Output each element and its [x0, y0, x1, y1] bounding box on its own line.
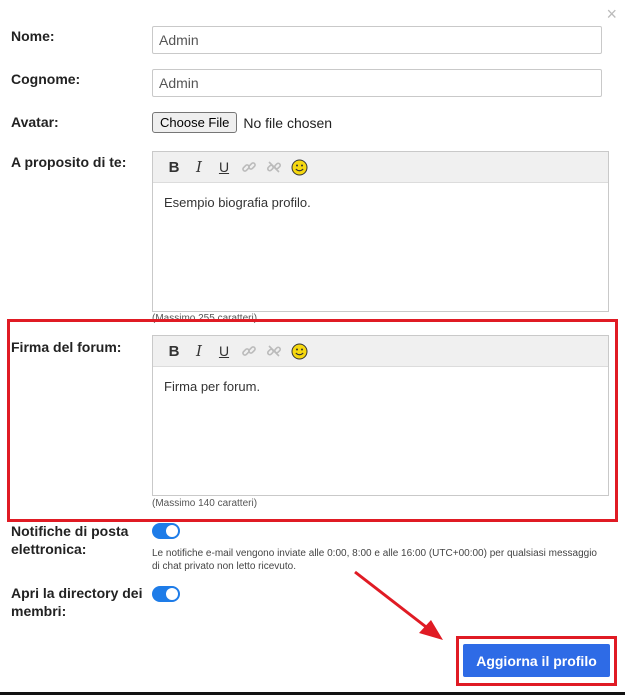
- cognome-label: Cognome:: [11, 71, 81, 87]
- signature-editor[interactable]: [152, 335, 609, 496]
- smiley-icon[interactable]: [288, 156, 310, 178]
- update-profile-button[interactable]: Aggiorna il profilo: [463, 644, 610, 677]
- bold-button[interactable]: B: [168, 342, 180, 360]
- italic-button[interactable]: I: [196, 342, 202, 360]
- toggle-knob: [166, 525, 178, 537]
- notifications-note: Le notifiche e-mail vengono inviate alle 0:00, 8:00 e alle 16:00 (UTC+00:00) per qualsiasi messaggio di chat privato non letto ricevuto.: [152, 548, 597, 572]
- about-label: A proposito di te:: [11, 154, 127, 170]
- underline-button[interactable]: U: [218, 159, 230, 175]
- unlink-icon[interactable]: [263, 156, 285, 178]
- close-icon[interactable]: ×: [606, 4, 617, 24]
- about-editor-content[interactable]: Esempio biografia profilo.: [164, 195, 311, 210]
- signature-editor-content[interactable]: Firma per forum.: [164, 379, 261, 394]
- choose-file-button[interactable]: Choose File: [152, 112, 237, 133]
- toggle-knob: [166, 588, 178, 600]
- smiley-icon[interactable]: [288, 340, 310, 362]
- signature-hint: (Massimo 140 caratteri): [152, 498, 258, 509]
- directory-toggle[interactable]: [152, 586, 180, 602]
- bold-button[interactable]: B: [168, 158, 180, 176]
- nome-input[interactable]: [152, 26, 602, 54]
- underline-button[interactable]: U: [218, 343, 230, 359]
- notifications-toggle[interactable]: [152, 523, 180, 539]
- about-editor[interactable]: [152, 151, 609, 312]
- italic-button[interactable]: I: [196, 158, 202, 176]
- cognome-input[interactable]: [152, 69, 602, 97]
- avatar-file-picker: [152, 112, 332, 133]
- avatar-label: Avatar:: [11, 114, 59, 130]
- nome-label: Nome:: [11, 28, 55, 44]
- link-icon[interactable]: [238, 156, 260, 178]
- signature-label: Firma del forum:: [11, 339, 122, 355]
- signature-editor-toolbar: [153, 336, 608, 367]
- unlink-icon[interactable]: [263, 340, 285, 362]
- about-hint: (Massimo 255 caratteri): [152, 313, 258, 324]
- directory-label: Apri la directory dei membri:: [11, 585, 143, 619]
- about-editor-toolbar: [153, 152, 608, 183]
- notifications-label: Notifiche di posta elettronica:: [11, 523, 129, 557]
- link-icon[interactable]: [238, 340, 260, 362]
- file-status: No file chosen: [243, 114, 333, 131]
